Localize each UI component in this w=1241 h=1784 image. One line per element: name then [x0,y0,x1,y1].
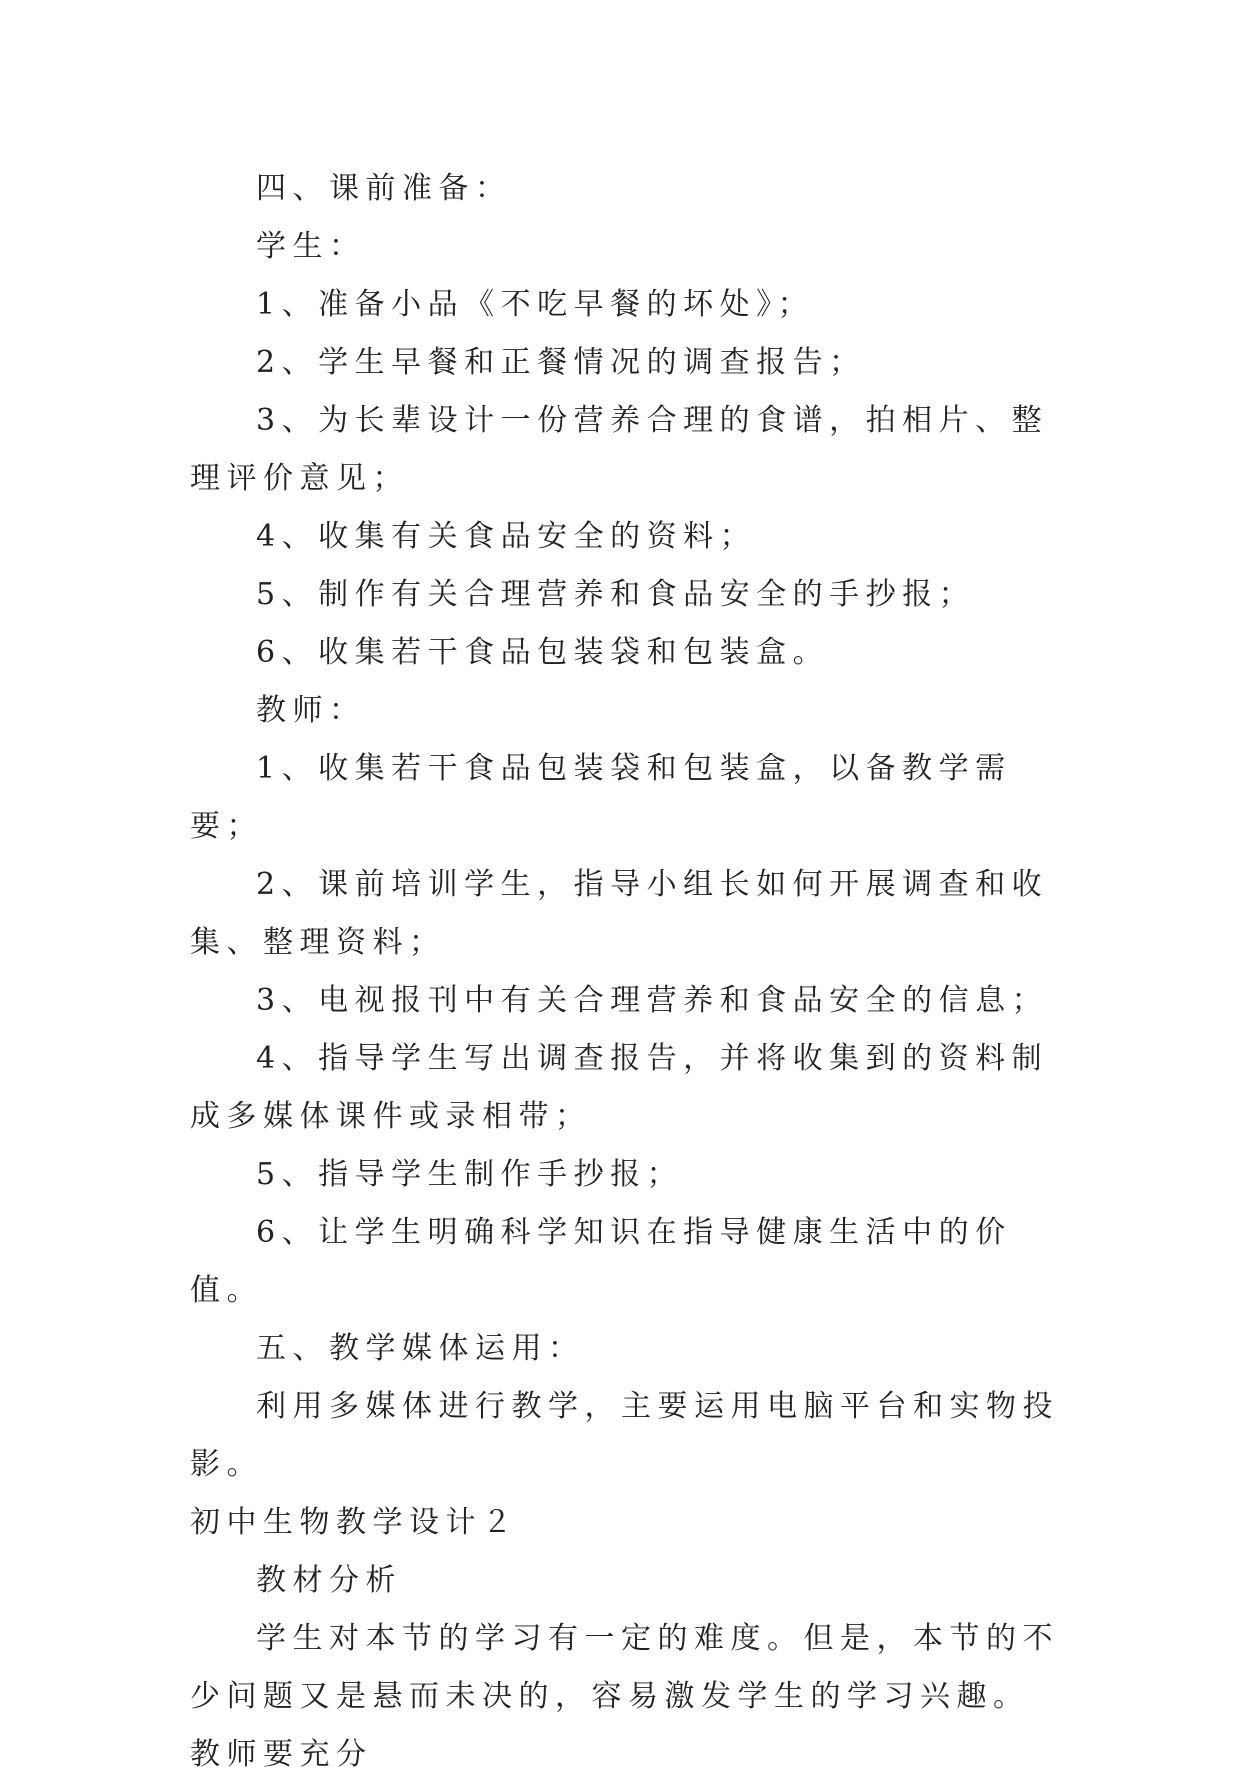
paragraph: 教师： [256,693,366,728]
paragraph: 2、课前培训学生，指导小组长如何开展调查和收集、整理资料； [190,867,1049,960]
paragraph: 五、教学媒体运用： [256,1331,585,1366]
paragraph: 教材分析 [256,1563,402,1598]
paragraph: 6、让学生明确科学知识在指导健康生活中的价值。 [190,1215,1012,1308]
paragraph: 四、课前准备： [256,171,512,206]
paragraph: 学生： [256,229,366,264]
paragraph: 3、电视报刊中有关合理营养和食品安全的信息； [256,983,1049,1018]
section-title: 初中生物教学设计２ [190,1505,519,1540]
paragraph: 2、学生早餐和正餐情况的调查报告； [256,345,866,380]
paragraph: 6、收集若干食品包装袋和包装盒。 [256,635,830,670]
paragraph: 学生对本节的学习有一定的难度。但是，本节的不少问题又是悬而未决的，容易激发学生的学习兴趣。教师要充分 [190,1621,1059,1772]
paragraph: 1、收集若干食品包装袋和包装盒，以备教学需要； [190,751,1012,844]
paragraph: 5、指导学生制作手抄报； [256,1157,684,1192]
paragraph: 4、指导学生写出调查报告，并将收集到的资料制成多媒体课件或录相带； [190,1041,1049,1134]
paragraph: 利用多媒体进行教学，主要运用电脑平台和实物投影。 [190,1389,1059,1482]
paragraph: 3、为长辈设计一份营养合理的食谱，拍相片、整理评价意见； [190,403,1049,496]
paragraph: 4、收集有关食品安全的资料； [256,519,757,554]
paragraph: 5、制作有关合理营养和食品安全的手抄报； [256,577,976,612]
paragraph: 1、准备小品《不吃早餐的坏处》； [256,287,815,322]
document-body [190,160,1060,1784]
